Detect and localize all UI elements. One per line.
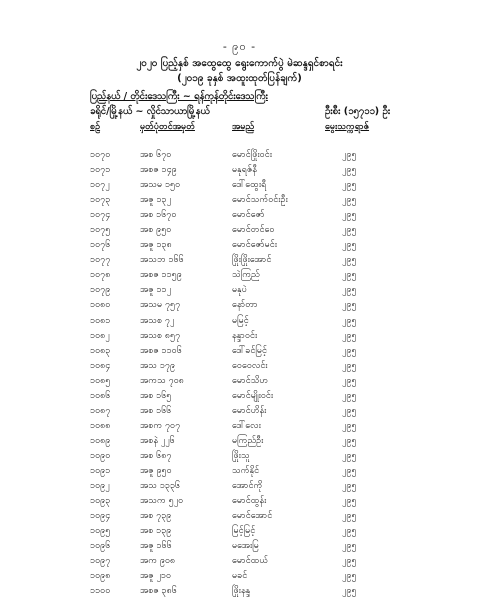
row-id: အဇူ ၂၁၀ bbox=[140, 571, 172, 582]
row-name: မောင်မျိုးဝင်း bbox=[232, 390, 274, 401]
row-id: အစက ၇၀၇ bbox=[140, 420, 181, 431]
row-number: ၁၀၇၇ bbox=[90, 255, 111, 266]
row-number: ၁၀၉၆ bbox=[90, 541, 111, 552]
row-number: ၁၀၈၁ bbox=[90, 315, 111, 326]
row-id: အဇူ ၁၃၂ bbox=[140, 195, 172, 206]
row-number: ၁၀၇၆ bbox=[90, 240, 111, 251]
table-row bbox=[0, 494, 479, 509]
col-header-no: စဉ် bbox=[90, 122, 101, 132]
table-row bbox=[0, 404, 479, 419]
table-row bbox=[0, 223, 479, 238]
row-name: မမြင့် bbox=[232, 315, 249, 326]
row-id: အစဇ ၁၁၅၉ bbox=[140, 270, 182, 281]
table-row bbox=[0, 163, 479, 178]
row-id: အစ ၆၈၇ bbox=[140, 450, 172, 461]
row-name: ဝေဝေလင်း bbox=[232, 360, 268, 371]
row-number: ၁၀၇၄ bbox=[90, 210, 111, 221]
row-number: ၁၀၇၀ bbox=[90, 150, 111, 160]
row-year: ၂၉၅ bbox=[342, 225, 357, 236]
table-row bbox=[0, 509, 479, 524]
table-row bbox=[0, 253, 479, 268]
table-row bbox=[0, 314, 479, 329]
row-year: ၂၉၅ bbox=[342, 300, 357, 311]
row-year: ၂၉၅ bbox=[342, 526, 357, 537]
row-id: အစ ၁၃၉ bbox=[140, 526, 172, 537]
row-name: မောင်ဇော်မင်း bbox=[232, 240, 278, 251]
row-number: ၁၀၇၂ bbox=[90, 180, 110, 191]
table-row bbox=[0, 554, 479, 569]
table-row bbox=[0, 389, 479, 404]
row-year: ၂၉၅ bbox=[342, 465, 357, 476]
table-row bbox=[0, 329, 479, 344]
table-row bbox=[0, 464, 479, 479]
row-number: ၁၀၈၅ bbox=[90, 375, 111, 386]
row-number: ၁၀၇၅ bbox=[90, 225, 111, 236]
row-number: ၁၀၈၂ bbox=[90, 330, 110, 341]
region-line: ပြည်နယ် / တိုင်းဒေသကြီး ~ ရန်ကုန်တိုင်းဒေသကြီး bbox=[90, 91, 268, 102]
row-name: မနုရဇ်နီ bbox=[232, 165, 257, 176]
row-name: အောင်ကို bbox=[232, 481, 263, 492]
row-id: အစဇ ၁၄၉ bbox=[140, 165, 177, 176]
row-year: ၂၉၅ bbox=[342, 556, 357, 567]
row-id: အစ ၆၇၀ bbox=[140, 150, 172, 160]
row-name: ဖြိုးနန္ဒ bbox=[232, 586, 251, 597]
row-id: အသမ ၇၅၇ bbox=[140, 300, 181, 311]
row-id: အစဇ ၁၁၀၆ bbox=[140, 345, 182, 356]
total-count: ဦးစီး (၁၅၇၁၁) ဦး bbox=[325, 106, 391, 117]
table-row bbox=[0, 193, 479, 208]
row-id: အစဇ ၃၈၆ bbox=[140, 586, 177, 597]
row-number: ၁၀၇၉ bbox=[90, 285, 111, 296]
table-row bbox=[0, 434, 479, 449]
row-id: အဇူ ၁၃၈ bbox=[140, 240, 172, 251]
row-number: ၁၀၉၃ bbox=[90, 496, 111, 507]
row-year: ၂၉၅ bbox=[342, 165, 357, 176]
row-year: ၂၉၅ bbox=[342, 481, 357, 492]
table-row bbox=[0, 283, 479, 298]
row-name: မခင် bbox=[232, 571, 248, 582]
row-year: ၂၉၅ bbox=[342, 240, 357, 251]
table-row bbox=[0, 208, 479, 223]
row-name: ဒေါ်ခင်မြင့် bbox=[232, 345, 267, 356]
row-year: ၂၉၅ bbox=[342, 511, 357, 522]
township-line: ခရိုင်/မြို့နယ် ~ လှိုင်သာယာမြို့နယ် bbox=[90, 106, 210, 117]
row-name: မကြည်ဦး bbox=[232, 435, 264, 446]
row-number: ၁၀၈၀ bbox=[90, 300, 111, 311]
row-id: အသစ ၈၅၇ bbox=[140, 330, 181, 341]
row-name: မောင်သိဟ bbox=[232, 375, 269, 386]
row-id: အစ ၇၃၉ bbox=[140, 511, 172, 522]
row-year: ၂၉၅ bbox=[342, 210, 357, 221]
row-number: ၁၀၈၆ bbox=[90, 390, 111, 401]
row-number: ၁၀၉၇ bbox=[90, 556, 111, 567]
row-id: အသမ ၁၅၀ bbox=[140, 180, 181, 191]
table-row bbox=[0, 449, 479, 464]
row-number: ၁၀၈၉ bbox=[90, 435, 111, 446]
table-row bbox=[0, 419, 479, 434]
row-year: ၂၉၅ bbox=[342, 180, 357, 191]
row-id: အကသ ၇၀၈ bbox=[140, 375, 184, 386]
row-number: ၁၀၉၈ bbox=[90, 571, 111, 582]
row-id: အစ ၁၆၆ bbox=[140, 405, 172, 416]
page-number: - ၉၀ - bbox=[222, 40, 257, 53]
row-number: ၁၀၈၃ bbox=[90, 345, 111, 356]
table-row bbox=[0, 539, 479, 554]
row-number: ၁၀၈၈ bbox=[90, 420, 111, 431]
table-row bbox=[0, 298, 479, 313]
row-year: ၂၉၅ bbox=[342, 315, 357, 326]
table-row bbox=[0, 374, 479, 389]
row-name: မောင်ထွန်း bbox=[232, 496, 267, 507]
row-id: အစ ၁၆၇၀ bbox=[140, 210, 177, 221]
row-id: အစနဲ ၂၂၆ bbox=[140, 435, 175, 446]
row-name: မောင်ထယ် bbox=[232, 556, 269, 567]
table-row bbox=[0, 359, 479, 374]
row-name: သက်နိုင် bbox=[232, 465, 260, 476]
row-id: အသစ ၇၂ bbox=[140, 315, 175, 326]
row-number: ၁၀၇၁ bbox=[90, 165, 111, 176]
row-number: ၁၀၉၄ bbox=[90, 511, 111, 522]
row-number: ၁၀၉၂ bbox=[90, 481, 110, 492]
row-id: အသ ၁၃၃၆ bbox=[140, 481, 181, 492]
row-year: ၂၉၅ bbox=[342, 330, 357, 341]
row-name: မောင်ဇော် bbox=[232, 210, 265, 221]
row-id: အက ၉၀၈ bbox=[140, 556, 176, 567]
row-year: ၂၉၅ bbox=[342, 195, 357, 206]
row-year: ၂၉၅ bbox=[342, 435, 357, 446]
table-row bbox=[0, 268, 479, 283]
row-id: အစ ၁၆၅ bbox=[140, 390, 172, 401]
row-id: အသ ၁၇၉ bbox=[140, 360, 176, 371]
row-name: ဖြိုးသူ bbox=[232, 450, 250, 461]
row-name: မောင်ဖြိုးဝင်း bbox=[232, 150, 272, 160]
row-year: ၂၉၅ bbox=[342, 360, 357, 371]
row-id: အဇူ ၉၅၀ bbox=[140, 465, 172, 476]
row-name: မအေးမြ bbox=[232, 541, 259, 552]
col-header-id: မှတ်ပုံတင်အမှတ် bbox=[140, 122, 195, 132]
table-row bbox=[0, 584, 479, 599]
row-year: ၂၉၅ bbox=[342, 390, 357, 401]
row-year: ၂၉၅ bbox=[342, 450, 357, 461]
row-number: ၁၀၉၅ bbox=[90, 526, 111, 537]
row-id: အဇူ ၁၆၆ bbox=[140, 541, 172, 552]
row-year: ၂၉၅ bbox=[342, 586, 357, 597]
table-row bbox=[0, 479, 479, 494]
row-name: မောင်တင်ဝေ bbox=[232, 225, 275, 236]
row-year: ၂၉၅ bbox=[342, 420, 357, 431]
row-name: ဒေါ်လေး bbox=[232, 420, 261, 431]
voter-list bbox=[0, 148, 479, 599]
row-number: ၁၀၉၀ bbox=[90, 450, 111, 461]
row-year: ၂၉၅ bbox=[342, 375, 357, 386]
table-row bbox=[0, 148, 479, 163]
row-name: နော်တာ bbox=[232, 300, 258, 311]
row-year: ၂၉၅ bbox=[342, 255, 357, 266]
row-name: မောင်ဟိန်း bbox=[232, 405, 267, 416]
row-name: မောင်အောင် bbox=[232, 511, 273, 522]
row-year: ၂၉၅ bbox=[342, 345, 357, 356]
row-year: ၂၉၅ bbox=[342, 541, 357, 552]
row-year: ၂၉၅ bbox=[342, 496, 357, 507]
row-name: ဒေါ်ထွေးရီ bbox=[232, 180, 267, 191]
row-year: ၂၉၅ bbox=[342, 571, 357, 582]
row-year: ၂၉၅ bbox=[342, 405, 357, 416]
row-name: မြင့်မြင့် bbox=[232, 526, 256, 537]
row-id: အသက ၅၂၀ bbox=[140, 496, 184, 507]
table-row bbox=[0, 569, 479, 584]
table-row bbox=[0, 238, 479, 253]
row-year: ၂၉၅ bbox=[342, 150, 357, 160]
row-name: မောင်သက်ဝင်းဦး bbox=[232, 195, 288, 206]
row-number: ၁၀၇၃ bbox=[90, 195, 111, 206]
col-header-year: မွေးသက္ကရာဇ် bbox=[325, 122, 370, 132]
row-name: မနုပဲ bbox=[232, 285, 247, 296]
row-year: ၂၉၅ bbox=[342, 270, 357, 281]
table-row bbox=[0, 524, 479, 539]
col-header-name: အမည် bbox=[232, 122, 255, 132]
row-id: အစ ၉၅၀ bbox=[140, 225, 172, 236]
document-subtitle: (၂၀၁၉ ခုနှစ် အထူးထုတ်ပြန်ချက်) bbox=[177, 73, 302, 84]
row-number: ၁၀၉၁ bbox=[90, 465, 111, 476]
row-year: ၂၉၅ bbox=[342, 285, 357, 296]
row-id: အဇူ ၁၁၂ bbox=[140, 285, 172, 296]
row-number: ၁၀၇၈ bbox=[90, 270, 111, 281]
row-number: ၁၀၈၇ bbox=[90, 405, 111, 416]
row-number: ၁၁၀၀ bbox=[90, 586, 111, 597]
row-name: သဲကြည် bbox=[232, 270, 260, 281]
table-row bbox=[0, 344, 479, 359]
row-id: အသဘ ၁၆၆ bbox=[140, 255, 184, 266]
table-row bbox=[0, 178, 479, 193]
document-title: ၂၀၂၀ ပြည့်နှစ် အထွေထွေ ရွေးကောက်ပွဲ မဲဆန္ဒရှင်စာရင်း bbox=[136, 58, 343, 69]
row-name: နန္ဒာဝင်း bbox=[232, 330, 258, 341]
row-name: ဖြိုးဖြိုးအောင် bbox=[232, 255, 272, 266]
row-number: ၁၀၈၄ bbox=[90, 360, 111, 371]
